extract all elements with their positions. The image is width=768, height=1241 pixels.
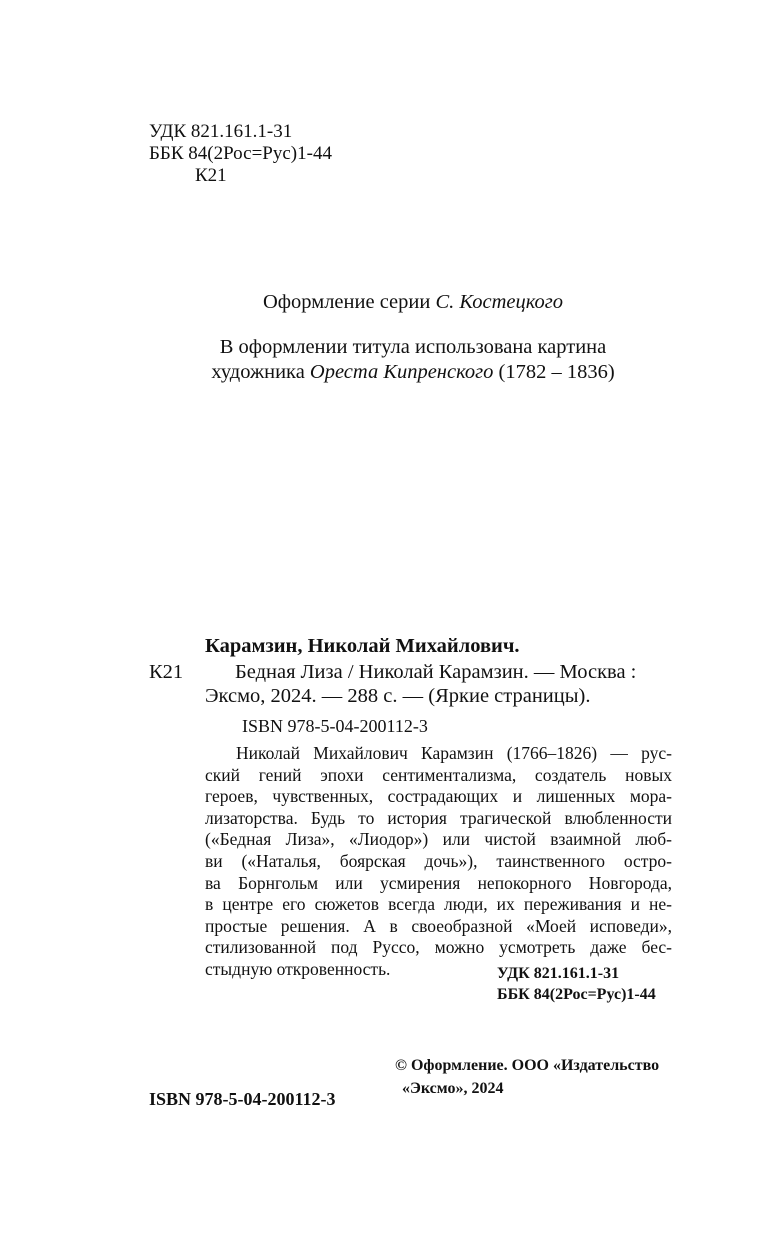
series-design-credit: [0, 290, 768, 314]
catalog-title-line-2: Эксмо, 2024. — 288 с. — (Яркие страницы).: [205, 685, 591, 707]
udk-code-bottom: УДК 821.161.1-31: [497, 965, 620, 982]
artist-name: Ореста Кипренского: [309, 361, 494, 383]
annotation-line: ва Борнгольм или усмирения непокорного Новгорода,: [205, 873, 672, 893]
annotation-line: («Бедная Лиза», «Лиодор») или чистой взаимной люб-: [205, 829, 672, 849]
catalog-author-mark: К21: [149, 661, 184, 683]
annotation-line: стилизованной под Руссо, можно усмотреть даже бес-: [205, 937, 672, 957]
annotation-line: лизаторства. Будь то история трагической влюбленности: [205, 808, 672, 828]
series-design-prefix: Оформление серии: [262, 291, 431, 313]
annotation-line: ви («Наталья, боярская дочь»), таинственного остро-: [205, 851, 672, 871]
catalog-isbn: ISBN 978-5-04-200112-3: [242, 716, 428, 736]
annotation-line: стыдную откровенность.: [205, 959, 391, 979]
annotation-line: в центре его сюжетов всегда люди, их переживания и не-: [205, 894, 672, 914]
annotation-line: героев, чувственных, сострадающих и лишенных мора-: [205, 786, 672, 806]
artist-years: (1782 – 1836): [498, 361, 615, 383]
bbk-code-bottom: ББК 84(2Рос=Рус)1-44: [497, 986, 656, 1003]
copyright-line-1: © Оформление. ООО «Издательство: [395, 1057, 660, 1074]
bbk-code-top: ББК 84(2Рос=Рус)1-44: [149, 143, 332, 164]
catalog-title-line-1: Бедная Лиза / Николай Карамзин. — Москва :: [235, 661, 637, 683]
title-art-line-1: В оформлении титула использована картина: [219, 336, 607, 358]
title-art-prefix: художника: [211, 361, 305, 383]
isbn-bottom: ISBN 978-5-04-200112-3: [149, 1089, 336, 1109]
udk-code-top: УДК 821.161.1-31: [149, 121, 293, 142]
series-designer-name: С. Костецкого: [435, 291, 564, 313]
title-art-line-2: [0, 360, 768, 384]
catalog-author-heading: Карамзин, Николай Михайлович.: [205, 635, 520, 657]
author-mark-top: К21: [195, 165, 227, 186]
annotation-line: простые решения. А в своеобразной «Моей исповеди»,: [205, 916, 672, 936]
annotation-line: ский гений эпохи сентиментализма, создатель новых: [205, 765, 672, 785]
copyright-line-2: «Эксмо», 2024: [402, 1080, 504, 1097]
annotation-line: Николай Михайлович Карамзин (1766–1826) — рус-: [236, 743, 672, 763]
